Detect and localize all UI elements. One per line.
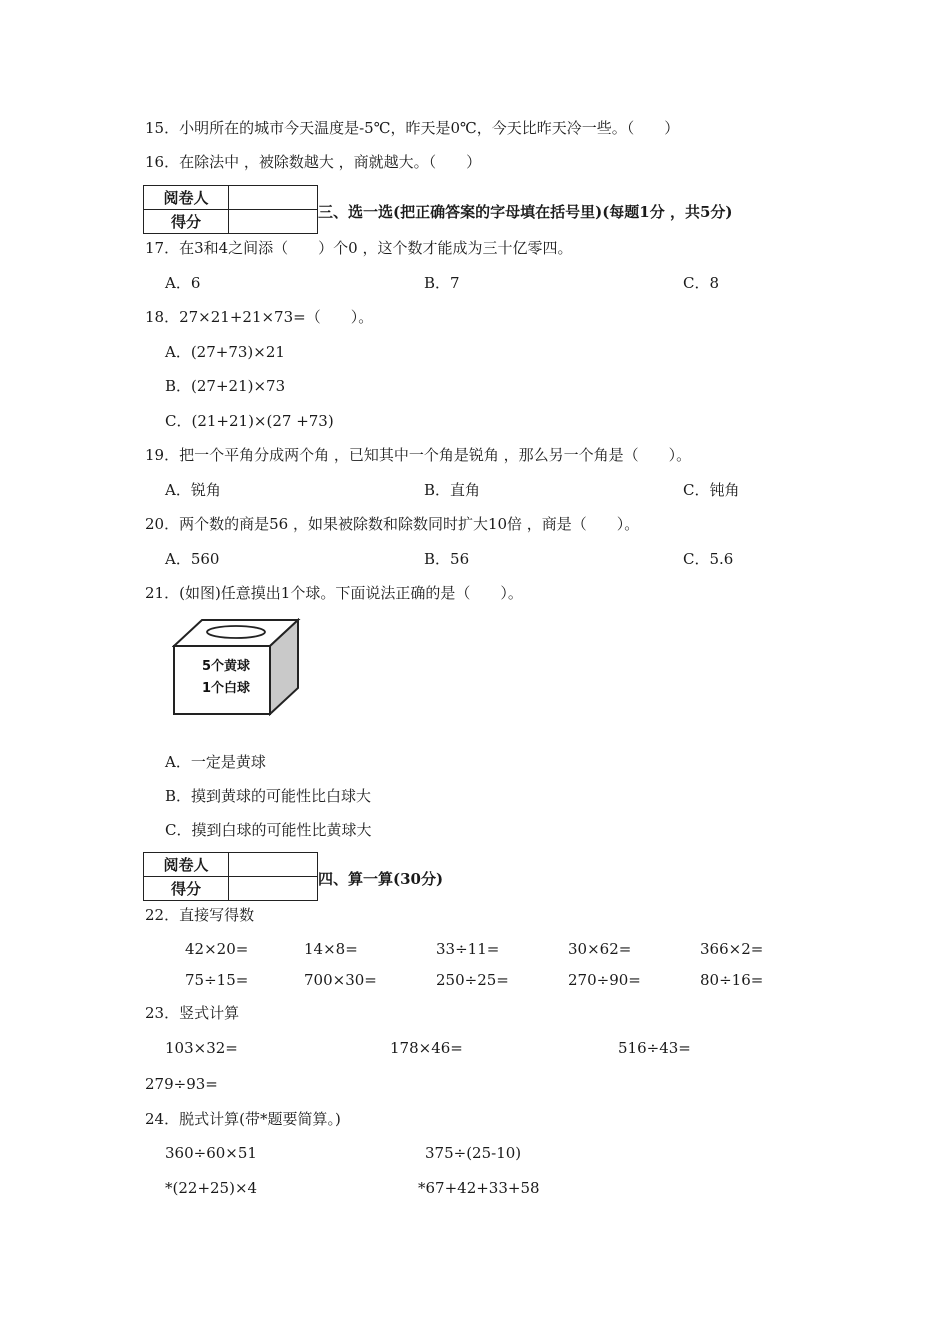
q21-option-a: A．一定是黄球 xyxy=(165,753,266,771)
q18-option-b: B．(27+21)×73 xyxy=(165,377,286,395)
q22-item: 33÷11= xyxy=(436,940,500,958)
reviewer-label-2: 阅卷人 xyxy=(144,853,229,877)
q19-option-a: A．锐角 xyxy=(165,481,221,499)
q18-option-a: A．(27+73)×21 xyxy=(165,343,285,361)
q22-item: 80÷16= xyxy=(700,971,764,989)
reviewer-label: 阅卷人 xyxy=(144,186,229,210)
ball-box-figure xyxy=(172,618,302,720)
reviewer-blank xyxy=(229,186,318,210)
question-23: 23．竖式计算 xyxy=(145,1004,240,1022)
q24-item: 375÷(25-10) xyxy=(425,1144,522,1162)
q24-item: *(22+25)×4 xyxy=(165,1179,258,1197)
q19-option-c: C．钝角 xyxy=(683,481,740,499)
question-20: 20．两个数的商是56 ，如果被除数和除数同时扩大10倍 ，商是（ ）。 xyxy=(145,515,640,533)
box-front-face xyxy=(174,646,270,714)
score-table xyxy=(143,185,318,234)
q23-item: 178×46= xyxy=(390,1039,463,1057)
score-table-2 xyxy=(143,852,318,901)
q17-option-b: B．7 xyxy=(424,274,460,292)
q22-item: 14×8= xyxy=(304,940,358,958)
question-18: 18．27×21+21×73=（ ）。 xyxy=(145,308,374,326)
score-label: 得分 xyxy=(144,210,229,234)
score-label-2: 得分 xyxy=(144,877,229,901)
question-19: 19．把一个平角分成两个角 ，已知其中一个角是锐角 ，那么另一个角是（ ）。 xyxy=(145,446,692,464)
section-4-title: 四、算一算(30分) xyxy=(318,870,444,888)
box-label-white: 1个白球 xyxy=(202,681,251,696)
q22-item: 30×62= xyxy=(568,940,632,958)
q22-item: 700×30= xyxy=(304,971,377,989)
question-24: 24．脱式计算(带*题要简算。) xyxy=(145,1110,341,1128)
section-3-title: 三、选一选(把正确答案的字母填在括号里)(每题1分 ，共5分) xyxy=(318,203,733,221)
question-22: 22．直接写得数 xyxy=(145,906,255,924)
q19-option-b: B．直角 xyxy=(424,481,481,499)
q23-item: 279÷93= xyxy=(145,1075,218,1093)
q23-item: 103×32= xyxy=(165,1039,238,1057)
q21-option-b: B．摸到黄球的可能性比白球大 xyxy=(165,787,372,805)
score-blank-2 xyxy=(229,877,318,901)
q17-option-c: C．8 xyxy=(683,274,720,292)
q22-item: 75÷15= xyxy=(185,971,249,989)
q24-item: 360÷60×51 xyxy=(165,1144,257,1162)
q22-item: 270÷90= xyxy=(568,971,641,989)
box-opening xyxy=(207,626,265,638)
question-16: 16．在除法中 ，被除数越大 ，商就越大。（ ） xyxy=(145,153,482,171)
q21-option-c: C．摸到白球的可能性比黄球大 xyxy=(165,821,372,839)
q22-item: 250÷25= xyxy=(436,971,509,989)
q20-option-c: C．5.6 xyxy=(683,550,734,568)
q23-item: 516÷43= xyxy=(618,1039,691,1057)
q18-option-c: C．(21+21)×(27 +73) xyxy=(165,412,334,430)
question-17: 17．在3和4之间添（ ）个0 ，这个数才能成为三十亿零四。 xyxy=(145,239,573,257)
question-15: 15．小明所在的城市今天温度是-5℃，昨天是0℃，今天比昨天冷一些。（ ） xyxy=(145,119,680,137)
score-blank xyxy=(229,210,318,234)
reviewer-blank-2 xyxy=(229,853,318,877)
box-drawing xyxy=(172,618,302,716)
q22-item: 366×2= xyxy=(700,940,764,958)
q20-option-a: A．560 xyxy=(165,550,220,568)
q20-option-b: B．56 xyxy=(424,550,470,568)
question-21: 21．(如图)任意摸出1个球。下面说法正确的是（ ）。 xyxy=(145,584,523,602)
q24-item: *67+42+33+58 xyxy=(418,1179,540,1197)
q22-item: 42×20= xyxy=(185,940,249,958)
q17-option-a: A．6 xyxy=(165,274,201,292)
box-label-yellow: 5个黄球 xyxy=(202,659,251,674)
